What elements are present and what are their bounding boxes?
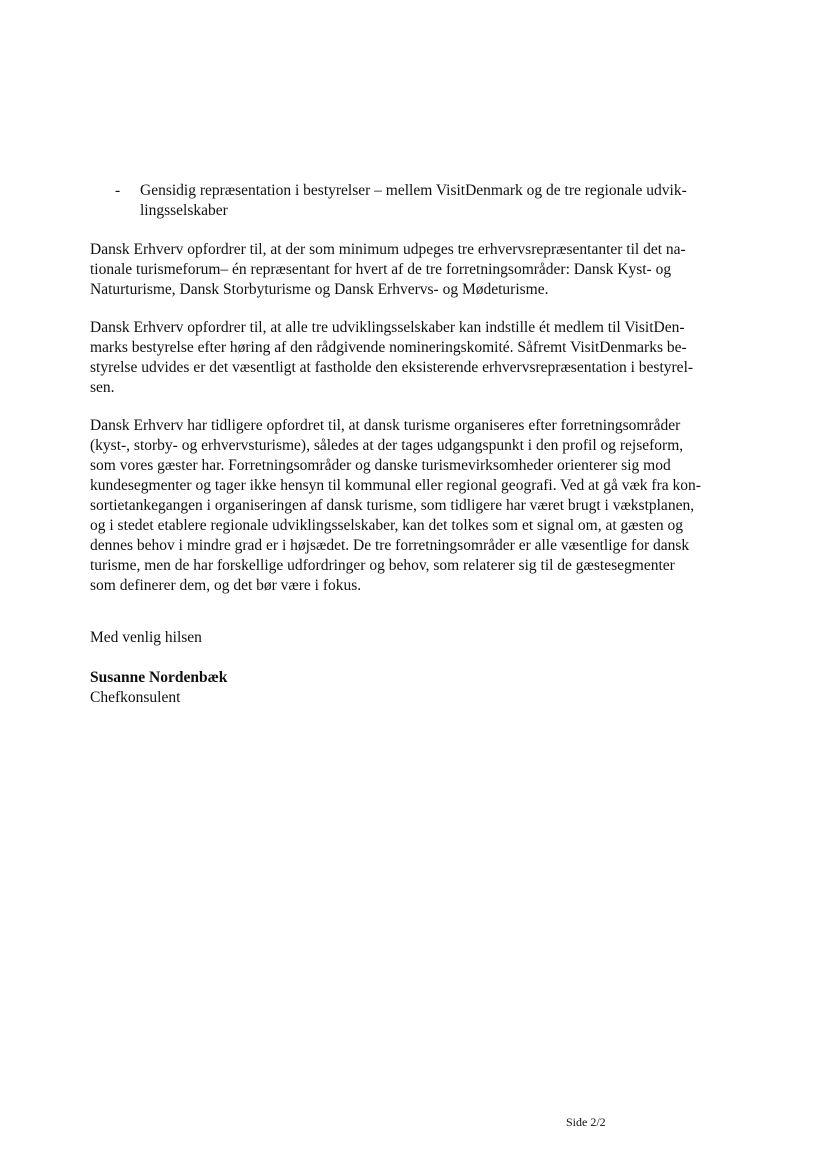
paragraph-line: som definerer dem, og det bør være i fokus. (90, 577, 362, 594)
paragraph-line: Dansk Erhverv opfordrer til, at alle tre udviklingsselskaber kan indstille ét medlem til VisitDen- (90, 319, 685, 336)
bullet-marker: - (115, 182, 121, 199)
paragraph-line: Naturturisme, Dansk Storbyturisme og Dansk Erhvervs- og Mødeturisme. (90, 281, 549, 298)
paragraph-line: Dansk Erhverv opfordrer til, at der som minimum udpeges tre erhvervsrepræsentanter til det na- (90, 241, 686, 258)
page-number: Side 2/2 (566, 1115, 606, 1129)
paragraph-line: turisme, men de har forskellige udfordringer og behov, som relaterer sig til de gæstesegmenter (90, 557, 675, 574)
paragraph-line: sen. (90, 379, 115, 396)
paragraph-line: kundesegmenter og tager ikke hensyn til kommunal eller regional geografi. Ved at gå væk fra kon- (90, 477, 701, 494)
paragraph-line: (kyst-, storby- og erhvervsturisme), således at der tages udgangspunkt i den profil og rejseform, (90, 437, 684, 454)
signature-title: Chefkonsulent (90, 689, 181, 706)
bullet-line: Gensidig repræsentation i bestyrelser – mellem VisitDenmark og de tre regionale udvik- (140, 182, 687, 199)
paragraph-line: styrelse udvides er det væsentligt at fastholde den eksisterende erhvervsrepræsentation i bestyrel- (90, 359, 694, 376)
bullet-line: lingsselskaber (140, 202, 228, 219)
signature-name: Susanne Nordenbæk (90, 669, 228, 686)
paragraph-line: og i stedet etablere regionale udviklingsselskaber, kan det tolkes som et signal om, at gæsten og (90, 517, 683, 534)
closing-greeting: Med venlig hilsen (90, 629, 202, 646)
paragraph-line: tionale turismeforum– én repræsentant for hvert af de tre forretningsområder: Dansk Kyst- og (90, 261, 672, 278)
paragraph-line: sortietankegangen i organiseringen af dansk turisme, som tidligere har været brugt i vækstplanen, (90, 497, 695, 514)
paragraph-line: Dansk Erhverv har tidligere opfordret til, at dansk turisme organiseres efter forretningsområder (90, 417, 681, 434)
paragraph-line: som vores gæster har. Forretningsområder og danske turismevirksomheder orienterer sig mod (90, 457, 671, 474)
paragraph-line: dennes behov i mindre grad er i højsædet. De tre forretningsområder er alle væsentlige for dansk (90, 537, 690, 554)
paragraph-line: marks bestyrelse efter høring af den rådgivende nomineringskomité. Såfremt VisitDenmarks be- (90, 339, 687, 356)
